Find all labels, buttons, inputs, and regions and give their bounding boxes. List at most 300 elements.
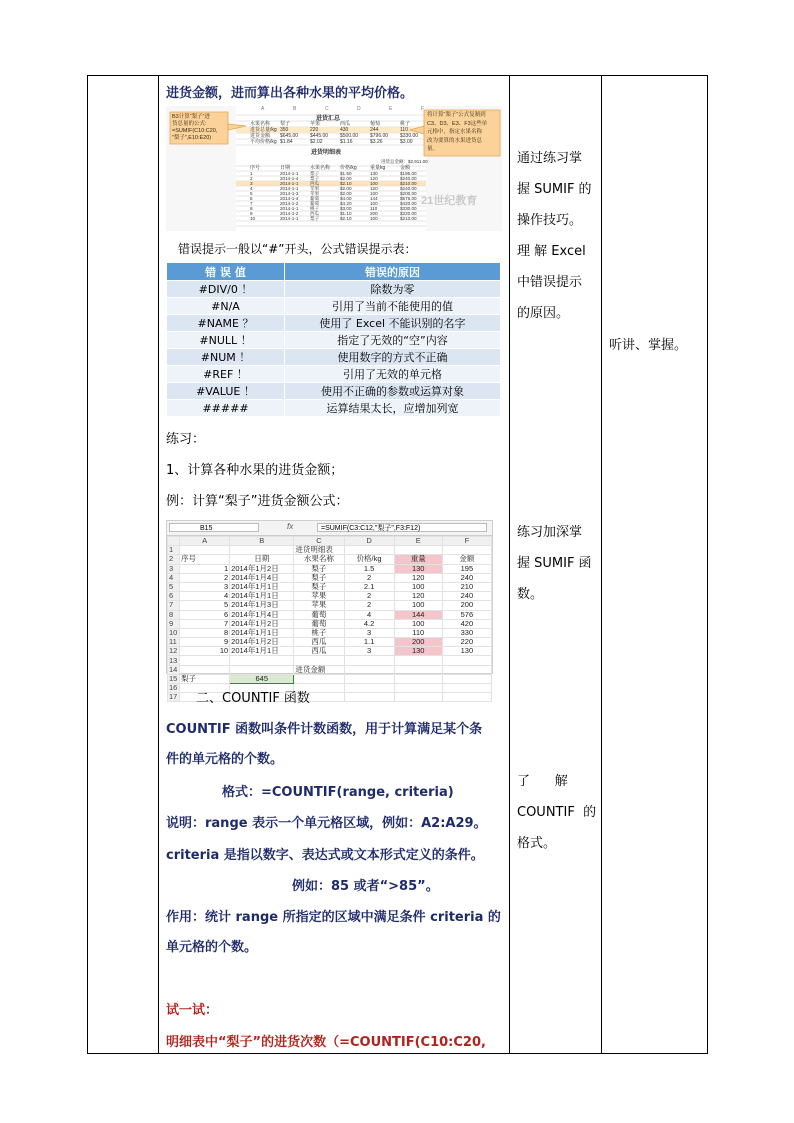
objective2-line-2: 握 SUMIF 函 bbox=[517, 556, 592, 571]
column-letter: F bbox=[421, 106, 425, 112]
detail-cell: 9 bbox=[250, 211, 253, 216]
detail-cell: 100 bbox=[370, 201, 378, 206]
row-number: 11 bbox=[168, 638, 180, 647]
summary-cell: 平均价格/kg bbox=[250, 139, 277, 145]
table-row bbox=[167, 349, 501, 366]
price-cell: 3 bbox=[344, 647, 394, 656]
detail-cell: 西瓜 bbox=[310, 211, 320, 216]
amount-cell: 130 bbox=[442, 647, 491, 656]
callout-right-line: 量。 bbox=[427, 146, 439, 152]
detail-cell: 130 bbox=[370, 171, 378, 176]
serial-cell: 7 bbox=[180, 619, 230, 628]
serial-cell: 8 bbox=[180, 628, 230, 637]
detail-cell: $240.00 bbox=[400, 186, 417, 191]
summary-header: 桃子 bbox=[400, 121, 411, 127]
table-top-border bbox=[87, 75, 708, 76]
objective-line-2: 握 SUMIF 的 bbox=[517, 182, 592, 197]
error-reason: 使用不正确的参数或运算对象 bbox=[285, 383, 501, 400]
detail-cell: 2014-1-4 bbox=[280, 196, 299, 201]
error-heading: 错误提示一般以“#”开头，公式错误提示表： bbox=[178, 242, 417, 256]
practice-item: 1、计算各种水果的进货金额； bbox=[166, 463, 344, 478]
cell bbox=[344, 674, 394, 683]
intro-line: 进货金额，进而算出各种水果的平均价格。 bbox=[166, 86, 414, 101]
summary-cell: 430 bbox=[340, 127, 349, 133]
summary-header: 水果名称 bbox=[250, 121, 271, 127]
table-row bbox=[167, 366, 501, 383]
cell bbox=[442, 656, 491, 665]
error-reason: 引用了当前不能使用的值 bbox=[285, 298, 501, 315]
explain-line-1: 说明：range 表示一个单元格区域，例如：A2:A29。 bbox=[166, 816, 487, 831]
detail-cell: $195.00 bbox=[400, 171, 417, 176]
error-value: #REF ！ bbox=[167, 366, 285, 383]
table-row bbox=[168, 555, 492, 564]
fruit-cell: 苹果 bbox=[294, 592, 344, 601]
amount-cell: 330 bbox=[442, 628, 491, 637]
detail-cell: $4.20 bbox=[340, 201, 352, 206]
summary-cell: $3.00 bbox=[400, 139, 413, 145]
column-letter: C bbox=[325, 106, 329, 112]
row-number: 5 bbox=[168, 582, 180, 591]
amount-cell: 240 bbox=[442, 573, 491, 582]
column-letter: D bbox=[344, 537, 394, 546]
table-row bbox=[167, 332, 501, 349]
fx-icon: fx bbox=[287, 522, 294, 531]
table-row bbox=[168, 573, 492, 582]
row-number: 4 bbox=[168, 573, 180, 582]
amount-cell: 576 bbox=[442, 610, 491, 619]
row-number: 16 bbox=[168, 684, 180, 693]
table-row bbox=[167, 383, 501, 400]
summary-header: 葡萄 bbox=[370, 121, 381, 127]
detail-cell: 苹果 bbox=[310, 191, 320, 196]
fruit-cell: 桃子 bbox=[294, 628, 344, 637]
fruit-cell: 梨子 bbox=[294, 582, 344, 591]
column-divider-1 bbox=[158, 75, 159, 1054]
try-line: 明细表中“梨子”的进货次数（=COUNTIF(C10:C20, bbox=[166, 1035, 486, 1050]
date-cell: 2014年1月4日 bbox=[230, 573, 294, 582]
detail-cell: 8 bbox=[250, 206, 253, 211]
error-value: #VALUE ！ bbox=[167, 383, 285, 400]
sumif-example-image bbox=[166, 106, 502, 231]
date-cell: 2014年1月1日 bbox=[230, 628, 294, 637]
column-header: 水果名称 bbox=[294, 555, 344, 564]
objective-line-5: 中错误提示 bbox=[517, 275, 583, 290]
detail-cell: 梨子 bbox=[310, 176, 320, 181]
weight-cell: 200 bbox=[394, 638, 442, 647]
error-value-table bbox=[166, 262, 501, 417]
row-number: 10 bbox=[168, 628, 180, 637]
amount-cell: 420 bbox=[442, 619, 491, 628]
summary-header: 苹果 bbox=[310, 121, 321, 127]
summary-header: 西瓜 bbox=[340, 121, 351, 127]
summary-cell: 110 bbox=[400, 127, 408, 133]
summary-cell: 220 bbox=[310, 127, 319, 133]
cell bbox=[442, 684, 491, 693]
row-number: 14 bbox=[168, 665, 180, 674]
detail-cell: 梨子 bbox=[310, 216, 320, 221]
cell bbox=[394, 674, 442, 683]
weight-cell: 130 bbox=[394, 647, 442, 656]
callout-right-line: 将计算“梨子”公式复制到 bbox=[427, 112, 486, 118]
detail-cell: 6 bbox=[250, 196, 253, 201]
table-row bbox=[168, 610, 492, 619]
callout-right-line: C3、D3、E3、F3这些单 bbox=[427, 120, 488, 127]
detail-cell: 苹果 bbox=[310, 186, 320, 191]
detail-cell: 梨子 bbox=[310, 171, 320, 176]
row-number: 9 bbox=[168, 619, 180, 628]
amount-cell: 210 bbox=[442, 582, 491, 591]
summary-cell: $3.26 bbox=[370, 139, 383, 145]
objective-line-4: 理 解 Excel bbox=[517, 244, 586, 259]
cell bbox=[180, 656, 230, 665]
column-letter: A bbox=[261, 106, 265, 112]
error-reason: 使用数字的方式不正确 bbox=[285, 349, 501, 366]
weight-cell: 144 bbox=[394, 610, 442, 619]
date-cell: 2014年1月3日 bbox=[230, 601, 294, 610]
table-row bbox=[168, 564, 492, 573]
cell bbox=[394, 684, 442, 693]
column-letter: B bbox=[293, 106, 297, 112]
table-row bbox=[168, 601, 492, 610]
detail-cell: 7 bbox=[250, 201, 253, 206]
row-number: 12 bbox=[168, 647, 180, 656]
error-value: #NUM ！ bbox=[167, 349, 285, 366]
summary-cell: 进货金额 bbox=[250, 133, 271, 139]
detail-cell: 葡萄 bbox=[310, 201, 320, 206]
detail-cell: 葡萄 bbox=[310, 196, 320, 201]
objective-line-6: 的原因。 bbox=[517, 306, 570, 321]
column-letter: E bbox=[389, 106, 393, 112]
price-cell: 3 bbox=[344, 628, 394, 637]
detail-cell: 桃子 bbox=[310, 206, 320, 211]
detail-header: 序号 bbox=[250, 165, 261, 171]
column-letter: C bbox=[294, 537, 344, 546]
callout-left-line: =SUMIF(C10:C20, bbox=[172, 128, 218, 134]
detail-cell: $1.10 bbox=[340, 211, 352, 216]
detail-cell: 2014-1-1 bbox=[280, 171, 299, 176]
countif-desc-1: COUNTIF 函数叫条件计数函数，用于计算满足某个条 bbox=[166, 722, 483, 737]
detail-cell: $210.00 bbox=[400, 216, 417, 221]
detail-cell: $3.00 bbox=[340, 206, 352, 211]
row-number: 17 bbox=[168, 693, 180, 702]
summary-cell: $330.00 bbox=[400, 133, 419, 139]
fruit-cell: 西瓜 bbox=[294, 647, 344, 656]
detail-cell: $330.00 bbox=[400, 206, 417, 211]
price-cell: 2.1 bbox=[344, 582, 394, 591]
fruit-cell: 梨子 bbox=[294, 564, 344, 573]
summary-header: 梨子 bbox=[280, 121, 291, 127]
callout-left-line: ”梨子”,E10:E20) bbox=[172, 135, 212, 141]
cell bbox=[442, 665, 491, 674]
error-value: #NAME ？ bbox=[167, 315, 285, 332]
svg-text:21世纪教育: 21世纪教育 bbox=[421, 195, 478, 207]
objective2-line-1: 练习加深掌 bbox=[517, 525, 583, 540]
format-line: 格式：=COUNTIF(range, criteria) bbox=[222, 785, 454, 800]
amount-cell: 195 bbox=[442, 564, 491, 573]
row-number: 7 bbox=[168, 601, 180, 610]
price-cell: 1.1 bbox=[344, 638, 394, 647]
formula-bar bbox=[167, 521, 492, 536]
summary-cell: $1.84 bbox=[280, 139, 293, 145]
detail-cell: 西瓜 bbox=[310, 181, 320, 186]
error-reason: 使用了 Excel 不能识别的名字 bbox=[285, 315, 501, 332]
weight-cell: 120 bbox=[394, 573, 442, 582]
detail-cell: 2014-1-1 bbox=[280, 181, 299, 186]
detail-cell: $210.00 bbox=[400, 181, 417, 186]
callout-left-line: B3计算“梨子”进 bbox=[172, 114, 210, 120]
summary-cell: $1.16 bbox=[340, 139, 353, 145]
weight-cell: 100 bbox=[394, 601, 442, 610]
serial-cell: 4 bbox=[180, 592, 230, 601]
countif-desc-2: 件的单元格的个数。 bbox=[166, 752, 284, 767]
detail-cell: $2.10 bbox=[340, 181, 352, 186]
column-letter: D bbox=[357, 106, 361, 112]
error-reason: 除数为零 bbox=[285, 281, 501, 298]
summary-cell: $445.00 bbox=[310, 133, 329, 139]
summary-cell: 进货总量/kg bbox=[250, 127, 277, 133]
objective3-line-2: COUNTIF 的 bbox=[517, 805, 597, 820]
callout-left-line: 货总量的公式: bbox=[172, 121, 207, 127]
column-header: 日期 bbox=[230, 555, 294, 564]
detail-cell: 100 bbox=[370, 191, 378, 196]
section-heading: 二、COUNTIF 函数 bbox=[196, 691, 310, 706]
summary-cell: $645.00 bbox=[280, 133, 299, 139]
detail-cell: 110 bbox=[370, 206, 378, 211]
price-cell: 2 bbox=[344, 601, 394, 610]
practice-label: 练习： bbox=[166, 432, 206, 447]
detail-cell: 144 bbox=[370, 196, 378, 201]
detail-cell: 10 bbox=[250, 216, 256, 221]
detail-cell: 2014-1-3 bbox=[280, 191, 299, 196]
column-letter: B bbox=[230, 537, 294, 546]
student-activity: 听讲、掌握。 bbox=[609, 338, 688, 353]
weight-cell: 120 bbox=[394, 592, 442, 601]
fruit-cell: 葡萄 bbox=[294, 619, 344, 628]
table-left-border bbox=[87, 75, 88, 1054]
name-box: B15 bbox=[169, 523, 259, 532]
column-header: 重量 bbox=[394, 555, 442, 564]
detail-cell: 2014-1-1 bbox=[280, 186, 299, 191]
cell bbox=[294, 674, 344, 683]
detail-cell: 2014-1-2 bbox=[280, 201, 299, 206]
cell bbox=[230, 665, 294, 674]
formula-input: =SUMIF(C3:C12,"梨子",F3:F12) bbox=[317, 523, 487, 532]
cell bbox=[344, 665, 394, 674]
cell bbox=[394, 656, 442, 665]
detail-cell: 3 bbox=[250, 181, 253, 186]
date-cell: 2014年1月2日 bbox=[230, 564, 294, 573]
serial-cell: 6 bbox=[180, 610, 230, 619]
table-row bbox=[168, 628, 492, 637]
error-table-header-value: 错 误 值 bbox=[167, 263, 285, 281]
detail-cell: 2 bbox=[250, 176, 253, 181]
cell bbox=[180, 665, 230, 674]
cell bbox=[294, 656, 344, 665]
example-line: 例：计算“梨子”进货金额公式： bbox=[166, 494, 349, 509]
detail-cell: 120 bbox=[370, 186, 378, 191]
objective-line-1: 通过练习掌 bbox=[517, 151, 583, 166]
summary-value: 645 bbox=[230, 674, 294, 683]
error-reason: 运算结果太长，应增加列宽 bbox=[285, 400, 501, 417]
date-cell: 2014年1月1日 bbox=[230, 582, 294, 591]
summary-cell: $796.00 bbox=[370, 133, 389, 139]
total-amount-label: 进货总金额：$2,911.00 bbox=[381, 159, 428, 164]
detail-title: 进货明细表 bbox=[311, 150, 342, 156]
table-row bbox=[167, 315, 501, 332]
detail-header: 水果名称 bbox=[310, 165, 331, 171]
detail-cell: 5 bbox=[250, 191, 253, 196]
amount-cell: 220 bbox=[442, 638, 491, 647]
callout-right-line: 改为要算的水果进货总 bbox=[427, 137, 483, 144]
detail-cell: $200.00 bbox=[400, 191, 417, 196]
error-value: #N/A bbox=[167, 298, 285, 315]
function-line-2: 单元格的个数。 bbox=[166, 940, 258, 955]
callout-right-line: 元格中，指定水果名称 bbox=[427, 129, 483, 135]
spreadsheet-grid bbox=[167, 536, 492, 702]
table-row bbox=[168, 647, 492, 656]
row-number: 13 bbox=[168, 656, 180, 665]
detail-cell: $4.00 bbox=[340, 196, 352, 201]
detail-cell: $220.00 bbox=[400, 211, 417, 216]
detail-cell: 1 bbox=[250, 171, 253, 176]
fruit-cell: 葡萄 bbox=[294, 610, 344, 619]
price-cell: 4.2 bbox=[344, 619, 394, 628]
detail-cell: $2.00 bbox=[340, 176, 352, 181]
summary-title: 进货金额 bbox=[294, 665, 344, 674]
table-row bbox=[168, 665, 492, 674]
detail-cell: 2014-1-4 bbox=[280, 176, 299, 181]
table-row bbox=[168, 674, 492, 683]
fruit-cell: 西瓜 bbox=[294, 638, 344, 647]
row-number: 15 bbox=[168, 674, 180, 683]
date-cell: 2014年1月1日 bbox=[230, 592, 294, 601]
objective2-line-3: 数。 bbox=[517, 587, 544, 602]
row-number: 8 bbox=[168, 610, 180, 619]
summary-title: 进货汇总 bbox=[316, 116, 341, 122]
error-reason: 指定了无效的“空”内容 bbox=[285, 332, 501, 349]
detail-cell: $2.10 bbox=[340, 216, 352, 221]
cell bbox=[442, 674, 491, 683]
row-number: 3 bbox=[168, 564, 180, 573]
detail-cell: 4 bbox=[250, 186, 253, 191]
cell bbox=[344, 684, 394, 693]
objective-line-3: 操作技巧。 bbox=[517, 213, 583, 228]
serial-cell: 10 bbox=[180, 647, 230, 656]
serial-cell: 5 bbox=[180, 601, 230, 610]
example-criteria: 例如：85 或者“>85”。 bbox=[292, 879, 439, 894]
function-line-1: 作用：统计 range 所指定的区域中满足条件 criteria 的 bbox=[166, 910, 501, 925]
error-value: #NULL ！ bbox=[167, 332, 285, 349]
detail-cell: 2014-1-1 bbox=[280, 206, 299, 211]
serial-cell: 2 bbox=[180, 573, 230, 582]
table-row bbox=[167, 281, 501, 298]
cell bbox=[344, 693, 394, 702]
summary-cell: $500.00 bbox=[340, 133, 359, 139]
table-row bbox=[167, 400, 501, 417]
date-cell: 2014年1月2日 bbox=[230, 619, 294, 628]
column-header: 序号 bbox=[180, 555, 230, 564]
summary-cell: $2.02 bbox=[310, 139, 323, 145]
amount-cell: 240 bbox=[442, 592, 491, 601]
cell bbox=[344, 656, 394, 665]
serial-cell: 9 bbox=[180, 638, 230, 647]
table-row bbox=[168, 582, 492, 591]
fruit-cell: 苹果 bbox=[294, 601, 344, 610]
table-row bbox=[168, 656, 492, 665]
objective3-line-1: 了 解 bbox=[517, 774, 568, 789]
cell bbox=[394, 665, 442, 674]
price-cell: 4 bbox=[344, 610, 394, 619]
detail-cell: $2.00 bbox=[340, 186, 352, 191]
price-cell: 1.5 bbox=[344, 564, 394, 573]
column-header: 价格/kg bbox=[344, 555, 394, 564]
row-number: 2 bbox=[168, 555, 180, 564]
column-divider-3 bbox=[601, 75, 602, 1054]
table-row bbox=[167, 298, 501, 315]
weight-cell: 100 bbox=[394, 619, 442, 628]
column-letter: A bbox=[180, 537, 230, 546]
price-cell: 2 bbox=[344, 592, 394, 601]
row-number: 6 bbox=[168, 592, 180, 601]
try-label: 试一试： bbox=[166, 1003, 219, 1018]
error-value: #DIV/0 ！ bbox=[167, 281, 285, 298]
detail-cell: $420.00 bbox=[400, 201, 417, 206]
table-bottom-border bbox=[87, 1053, 708, 1054]
serial-cell: 3 bbox=[180, 582, 230, 591]
detail-cell: 100 bbox=[370, 216, 378, 221]
summary-cell: 244 bbox=[370, 127, 379, 133]
date-cell: 2014年1月1日 bbox=[230, 647, 294, 656]
detail-cell: 120 bbox=[370, 176, 378, 181]
explain-line-2: criteria 是指以数字、表达式或文本形式定义的条件。 bbox=[166, 848, 484, 863]
table-row bbox=[168, 638, 492, 647]
cell bbox=[230, 656, 294, 665]
detail-header: 重量kg bbox=[370, 165, 386, 171]
weight-cell: 100 bbox=[394, 582, 442, 591]
table-right-border bbox=[707, 75, 708, 1054]
detail-header: 金额 bbox=[400, 165, 411, 171]
detail-cell: $1.50 bbox=[340, 171, 352, 176]
amount-cell: 200 bbox=[442, 601, 491, 610]
objective3-line-3: 格式。 bbox=[517, 836, 557, 851]
detail-cell: 2014-1-1 bbox=[280, 216, 299, 221]
column-header: 金额 bbox=[442, 555, 491, 564]
column-letter: E bbox=[394, 537, 442, 546]
summary-cell: 350 bbox=[280, 127, 289, 133]
weight-cell: 110 bbox=[394, 628, 442, 637]
detail-cell: 200 bbox=[370, 211, 378, 216]
weight-cell: 130 bbox=[394, 564, 442, 573]
cell bbox=[394, 693, 442, 702]
serial-cell: 1 bbox=[180, 564, 230, 573]
error-table-header-reason: 错误的原因 bbox=[285, 263, 501, 281]
date-cell: 2014年1月2日 bbox=[230, 638, 294, 647]
fruit-cell: 梨子 bbox=[294, 573, 344, 582]
price-cell: 2 bbox=[344, 573, 394, 582]
detail-cell: 2014-1-2 bbox=[280, 211, 299, 216]
column-letter: F bbox=[442, 537, 491, 546]
date-cell: 2014年1月4日 bbox=[230, 610, 294, 619]
detail-cell: $2.00 bbox=[340, 191, 352, 196]
table-row bbox=[168, 592, 492, 601]
detail-header: 日期 bbox=[280, 165, 291, 171]
column-divider-2 bbox=[509, 75, 510, 1054]
row-number: 1 bbox=[168, 546, 180, 555]
detail-header: 价格/kg bbox=[340, 165, 357, 171]
detail-cell: $240.00 bbox=[400, 176, 417, 181]
detail-cell: $576.00 bbox=[400, 196, 417, 201]
cell bbox=[442, 693, 491, 702]
